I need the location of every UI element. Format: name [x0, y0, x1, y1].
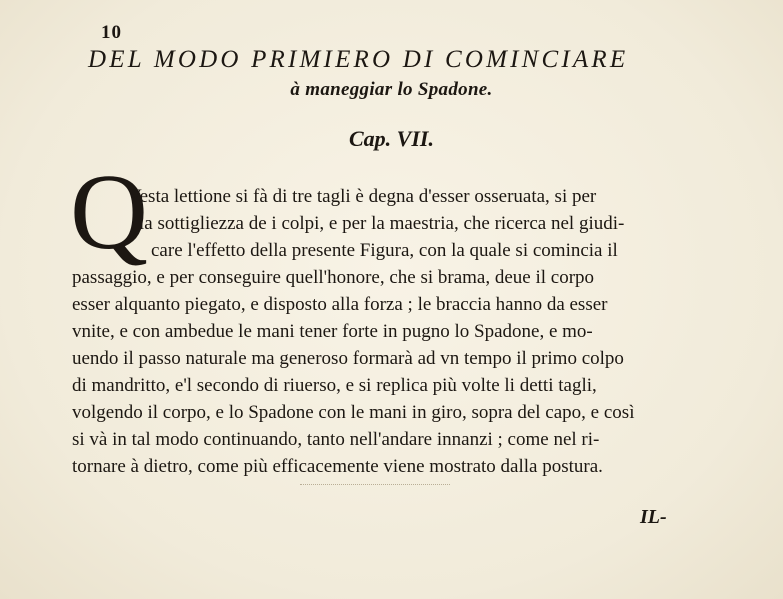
page-number: 10 [101, 22, 122, 43]
body-line-1: Vesta lettione si fà di tre tagli è degna d'esser osseruata, si per [128, 186, 597, 207]
chapter-number: Cap. VII. [349, 126, 434, 151]
body-line-8: di mandritto, e'l secondo di riuerso, e si replica più volte li detti tagli, [72, 375, 597, 396]
chapter-heading-line-1: DEL MODO PRIMIERO DI COMINCIARE [88, 46, 629, 73]
body-line-7: uendo il passo naturale ma generoso formarà ad vn tempo il primo colpo [72, 348, 624, 369]
drop-cap-initial: Q [70, 153, 148, 272]
body-line-6: vnite, e con ambedue le mani tener forte in pugno lo Spadone, e mo- [72, 321, 593, 342]
chapter-heading-line-2: à maneggiar lo Spadone. [290, 79, 493, 100]
body-line-10: si và in tal modo continuando, tanto nell'andare innanzi ; come nel ri- [72, 429, 600, 450]
body-line-4: passaggio, e per conseguire quell'honore, che si brama, deue il corpo [72, 267, 595, 288]
body-line-9: volgendo il corpo, e lo Spadone con le mani in giro, sopra del capo, e così [72, 402, 635, 423]
body-line-5: esser alquanto piegato, e disposto alla forza ; le braccia hanno da esser [72, 294, 608, 315]
catchword: IL- [640, 506, 667, 528]
body-line-11: tornare à dietro, come più efficacemente viene mostrato dalla postura. [72, 456, 603, 477]
ink-rule [300, 484, 450, 485]
body-line-2: la sottigliezza de i colpi, e per la maestria, che ricerca nel giudi- [139, 213, 625, 234]
body-line-3: care l'effetto della presente Figura, con la quale si comincia il [151, 240, 618, 261]
